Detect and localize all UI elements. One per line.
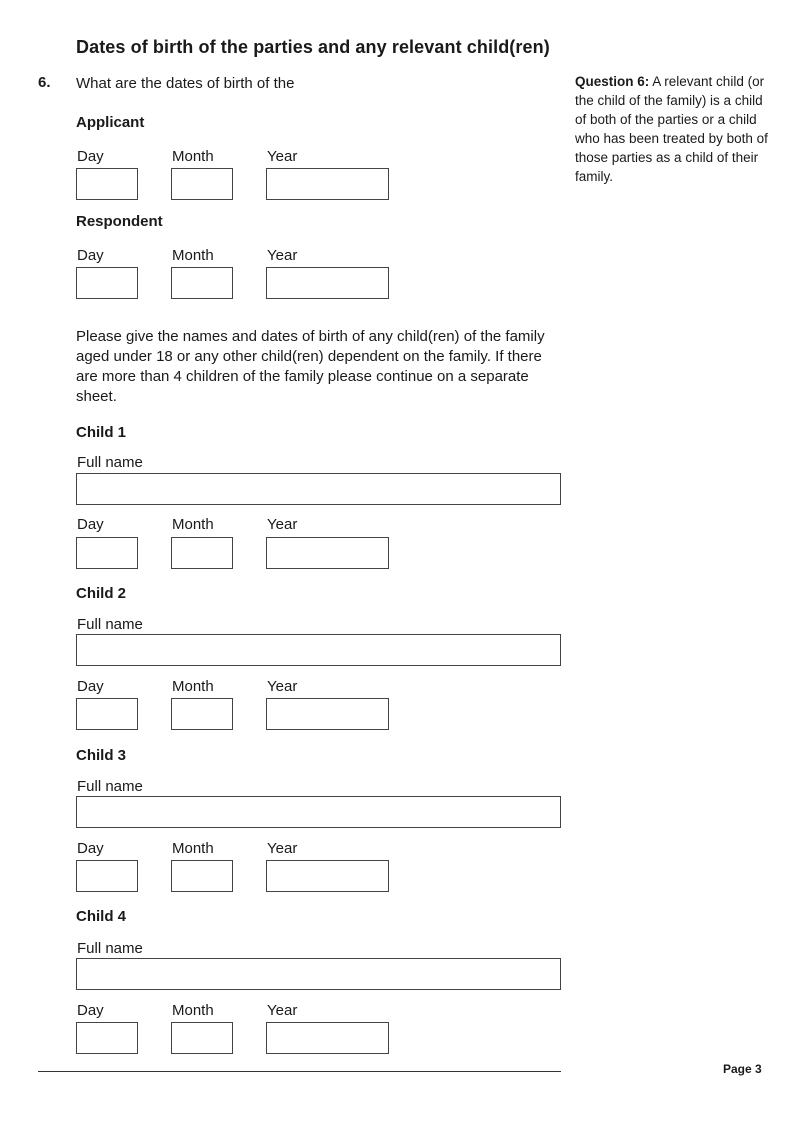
child-4-full-name-field[interactable] [76,958,561,990]
child-2-full-name-label: Full name [77,616,143,633]
child-3-heading: Child 3 [76,747,127,764]
applicant-month-field[interactable] [171,168,233,200]
respondent-heading: Respondent [76,213,163,230]
child-4-year-field[interactable] [266,1022,389,1054]
child-4-year-label: Year [267,1002,298,1019]
question-number: 6. [38,74,51,91]
respondent-day-label: Day [77,247,104,264]
child-4-month-field[interactable] [171,1022,233,1054]
child-4-day-label: Day [77,1002,104,1019]
child-1-year-field[interactable] [266,537,389,569]
child-2-day-field[interactable] [76,698,138,730]
applicant-year-label: Year [267,148,298,165]
child-2-heading: Child 2 [76,585,127,602]
applicant-month-label: Month [172,148,214,165]
applicant-day-field[interactable] [76,168,138,200]
child-4-day-field[interactable] [76,1022,138,1054]
child-4-heading: Child 4 [76,908,127,925]
child-1-full-name-field[interactable] [76,473,561,505]
guidance-note-title: Question 6: [575,74,650,89]
respondent-year-field[interactable] [266,267,389,299]
guidance-note-text: A relevant child (or the child of the family) is a child of both of the parties or a child who has been treated by both of those parties as a child of their family. [575,74,768,184]
child-3-day-field[interactable] [76,860,138,892]
child-2-year-field[interactable] [266,698,389,730]
page-number: Page 3 [723,1062,762,1076]
child-1-year-label: Year [267,516,298,533]
respondent-month-field[interactable] [171,267,233,299]
applicant-day-label: Day [77,148,104,165]
child-2-full-name-field[interactable] [76,634,561,666]
child-3-year-field[interactable] [266,860,389,892]
respondent-year-label: Year [267,247,298,264]
applicant-heading: Applicant [76,114,145,131]
children-instructions: Please give the names and dates of birth of any child(ren) of the family aged under 18 or any other child(ren) dependent on the family. If there are more than 4 children of the family please continue on a separate sheet. [76,328,545,405]
child-1-day-label: Day [77,516,104,533]
child-2-day-label: Day [77,678,104,695]
child-2-month-label: Month [172,678,214,695]
child-3-full-name-label: Full name [77,778,143,795]
child-1-day-field[interactable] [76,537,138,569]
child-3-day-label: Day [77,840,104,857]
guidance-note [575,72,770,186]
child-3-month-field[interactable] [171,860,233,892]
child-3-month-label: Month [172,840,214,857]
child-1-full-name-label: Full name [77,454,143,471]
applicant-year-field[interactable] [266,168,389,200]
child-1-heading: Child 1 [76,424,127,441]
child-4-full-name-label: Full name [77,940,143,957]
child-3-year-label: Year [267,840,298,857]
section-title: Dates of birth of the parties and any relevant child(ren) [76,37,550,57]
question-text: What are the dates of birth of the [76,75,295,92]
child-2-month-field[interactable] [171,698,233,730]
child-3-full-name-field[interactable] [76,796,561,828]
respondent-day-field[interactable] [76,267,138,299]
respondent-month-label: Month [172,247,214,264]
child-4-month-label: Month [172,1002,214,1019]
child-2-year-label: Year [267,678,298,695]
child-1-month-label: Month [172,516,214,533]
footer-rule [38,1071,561,1072]
child-1-month-field[interactable] [171,537,233,569]
